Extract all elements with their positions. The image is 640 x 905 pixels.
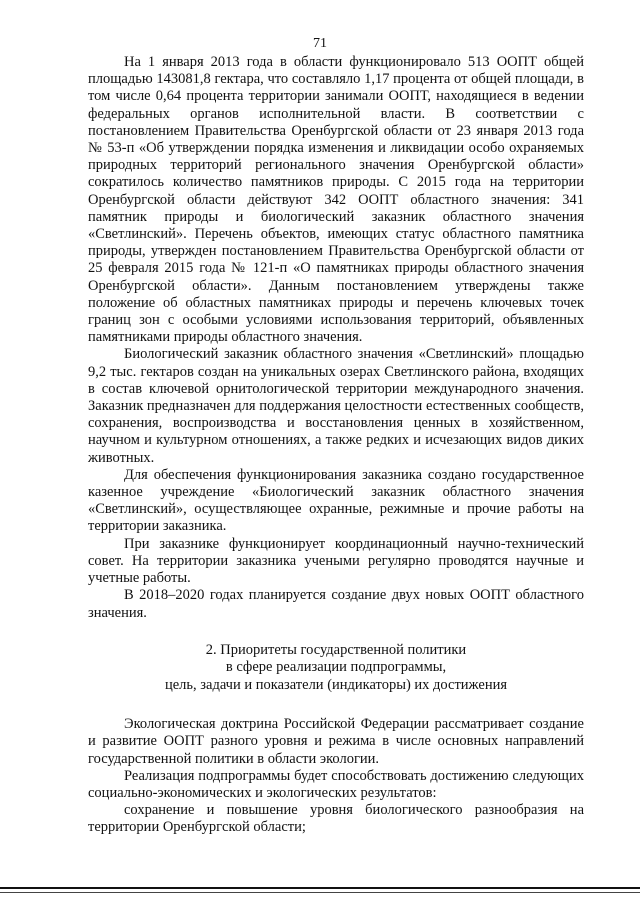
page-bottom-rule	[0, 887, 640, 889]
paragraph-biodiversity-goal: сохранение и повышение уровня биологического разнообразия на территории Оренбургской области;	[88, 802, 584, 836]
paragraph-scientific-council: При заказнике функционирует координационный научно-технический совет. На территории заказника учеными регулярно проводятся научные и учетные работы.	[88, 535, 584, 587]
paragraph-ecological-doctrine: Экологическая доктрина Российской Федерации рассматривает создание и развитие ООПТ разного уровня и режима в числе основных направлений государственной политики в области экологии.	[88, 716, 584, 767]
paragraph-subprogram-results: Реализация подпрограммы будет способствовать достижению следующих социально-экономических и экологических результатов:	[88, 767, 584, 802]
paragraph-reserve-description: Биологический заказник областного значения «Светлинский» площадью 9,2 тыс. гектаров создан на уникальных озерах Светлинского района, входящих в состав ключевой орнитологической территории международного значения. Заказник предназначен для поддержания целостности естественных сообществ, сохранения, воспроизводства и восстановления ценных в хозяйственном, научном и культурном отношениях, а также редких и исчезающих видов диких животных.	[88, 346, 584, 466]
section-heading-line-3: цель, задачи и показатели (индикаторы) их достижения	[164, 676, 508, 693]
page-number: 71	[313, 36, 327, 51]
document-body	[88, 54, 584, 837]
section-heading	[88, 642, 584, 695]
section-heading-line-1: 2. Приоритеты государственной политики	[205, 641, 467, 658]
paragraph-oopt-statistics: На 1 января 2013 года в области функционировало 513 ООПТ общей площадью 143081,8 гектара, что составляло 1,17 процента от общей площади, в том числе 0,64 процента территории занимали ООПТ, находящиеся в ведении федеральных органов исполнительной власти. В соответствии с постановлением Правительства Оренбургской области от 23 января 2013 года № 53-п «Об утверждении порядка изменения и ликвидации особо охраняемых природных территорий регионального значения Оренбургской области» сократилось количество памятников природы. С 2015 года на территории Оренбургской области действуют 342 ООПТ областного значения: 341 памятник природы и биологический заказник областного значения «Светлинский». Перечень объектов, имеющих статус областного памятника природы, утвержден постановлением Правительства Оренбургской области от 25 февраля 2015 года № 121-п «О памятниках природы областного значения Оренбургской области». Данным постановлением утверждены также положение об областных памятниках природы и перечень ключевых точек границ зон с особыми условиями использования территорий, объявленных памятниками природы областного значения.	[88, 54, 584, 346]
section-heading-line-2: в сфере реализации подпрограммы,	[225, 659, 447, 676]
paragraph-reserve-institution: Для обеспечения функционирования заказника создано государственное казенное учреждение «Биологический заказник областного значения «Светлинский», осуществляющее охранные, режимные и прочие работы на территории заказника.	[88, 466, 584, 535]
paragraph-new-oopt-plan: В 2018–2020 годах планируется создание двух новых ООПТ областного значения.	[88, 587, 584, 621]
page-bottom-rule-secondary	[0, 892, 640, 893]
